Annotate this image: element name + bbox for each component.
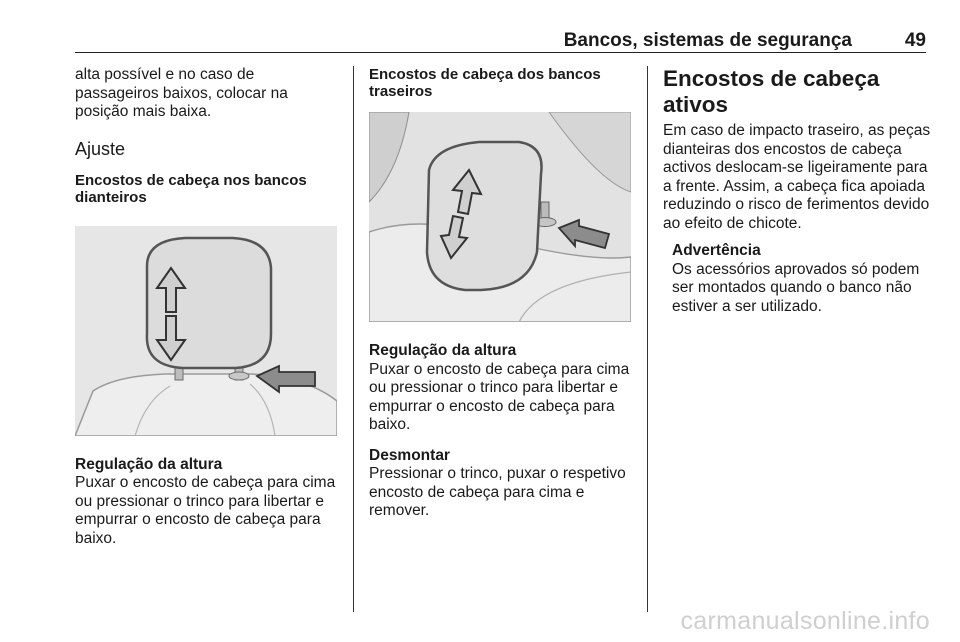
page-number: 49 bbox=[904, 30, 926, 51]
adjust-text-front: Puxar o encosto de cabeça para cima ou pressionar o trinco para libertar e empurrar o encosto de cabeça para baixo. bbox=[75, 474, 336, 547]
active-headrest-text: Em caso de impacto traseiro, as peças dianteiras dos encostos de cabeça activos deslocam-se ligeiramente para a frente. Assim, a cabeça fica apoiada reduzindo o risco de ferimentos devido ao efeito de chicote. bbox=[663, 122, 931, 232]
watermark: carmanualsonline.info bbox=[680, 607, 930, 635]
intro-paragraph: alta possível e no caso de passageiros baixos, colocar na posição mais baixa. bbox=[75, 66, 288, 120]
adjust-text-rear: Puxar o encosto de cabeça para cima ou pressionar o trinco para libertar e empurrar o encosto de cabeça para baixo. bbox=[369, 360, 630, 433]
front-headrest-figure bbox=[75, 226, 337, 436]
subsection-title-rear: Encostos de cabeça dos bancos traseiros bbox=[369, 66, 601, 100]
column-divider bbox=[647, 66, 648, 612]
column-divider bbox=[353, 66, 354, 612]
header-rule bbox=[75, 52, 926, 53]
subsection-title-front: Encostos de cabeça nos bancos dianteiros bbox=[75, 171, 307, 206]
remove-text: Pressionar o trinco, puxar o respetivo encosto de cabeça para cima e remover. bbox=[369, 465, 626, 519]
header-title: Bancos, sistemas de segurança bbox=[563, 30, 852, 51]
remove-title: Desmontar bbox=[369, 446, 450, 464]
section-title-ajuste: Ajuste bbox=[75, 138, 126, 159]
rear-headrest-figure bbox=[369, 112, 631, 322]
column-1 bbox=[75, 66, 343, 548]
warning-box bbox=[663, 242, 931, 316]
adjust-title-rear: Regulação da altura bbox=[369, 342, 517, 359]
adjust-title-front: Regulação da altura bbox=[75, 455, 223, 473]
section-title-active: Encostos de cabeça ativos bbox=[663, 66, 880, 117]
warning-text: Os acessórios aprovados só podem ser montados quando o banco não estiver a ser utilizado. bbox=[672, 260, 920, 315]
column-3 bbox=[663, 66, 931, 316]
warning-title: Advertência bbox=[672, 242, 761, 259]
column-2 bbox=[369, 66, 635, 521]
